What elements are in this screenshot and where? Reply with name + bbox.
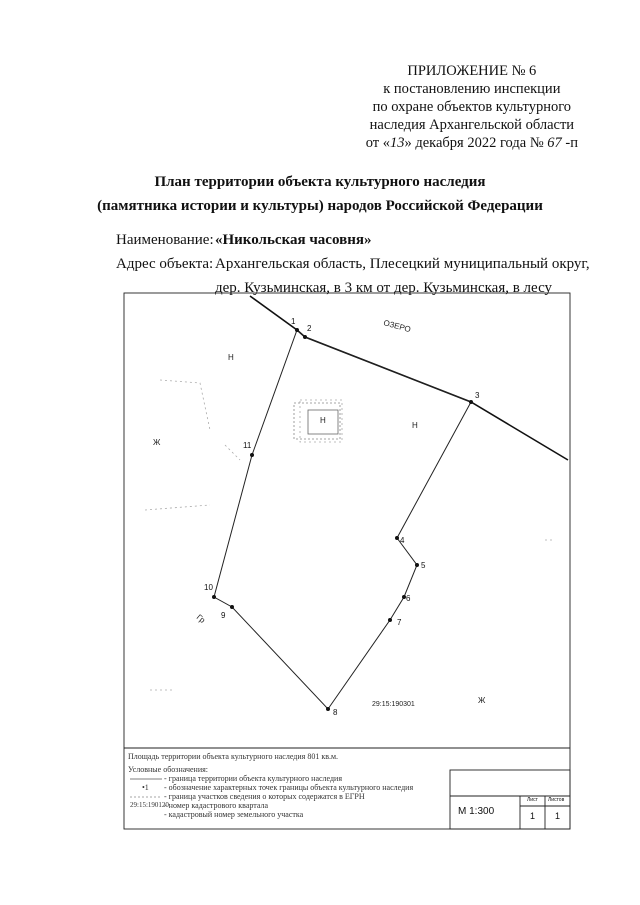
zone-label-zh-1: Ж (153, 438, 161, 447)
appendix-title: ПРИЛОЖЕНИЕ № 6 (407, 63, 537, 79)
point-4-marker (395, 536, 399, 540)
point-label-2: 2 (307, 324, 312, 333)
point-7-marker (388, 618, 392, 622)
legend-heading: Условные обозначения: (128, 765, 209, 774)
address-line-2: дер. Кузьминская, в 3 км от дер. Кузьминская, в лесу (215, 280, 553, 296)
plan-title-line-1: План территории объекта культурного наследия (154, 174, 486, 190)
zone-label-gr: Гр (194, 612, 207, 625)
zone-label-zh-2: Ж (478, 696, 486, 705)
handwritten-number: 67 (547, 135, 562, 151)
address-line-1: Архангельская область, Плесецкий муниципальный округ, (215, 256, 590, 272)
point-10-marker (212, 595, 216, 599)
legend-symbol-4: 29:15:190120 (130, 801, 169, 809)
point-label-3: 3 (475, 391, 480, 400)
legend-item-5: - кадастровый номер земельного участка (164, 810, 304, 819)
appendix-line-4: наследия Архангельской области (369, 117, 575, 133)
cadastral-quarter-label: 29:15:190301 (372, 701, 415, 708)
point-8-marker (326, 707, 330, 711)
point-label-8: 8 (333, 708, 338, 717)
appendix-line-2: к постановлению инспекции (383, 81, 561, 97)
legend-item-1: - граница территории объекта культурного наследия (164, 774, 343, 783)
point-label-10: 10 (204, 583, 213, 592)
address-label: Адрес объекта: (116, 256, 214, 272)
name-label: Наименование: (116, 232, 214, 248)
map-frame (124, 293, 570, 829)
lake-label: ОЗЕРО (382, 318, 412, 335)
handwritten-day: 13 (389, 135, 405, 151)
area-text: Площадь территории объекта культурного наследия 801 кв.м. (128, 752, 339, 761)
legend-item-2: - обозначение характерных точек границы объекта культурного наследия (164, 783, 414, 792)
point-9-marker (230, 605, 234, 609)
sheet-header: Лист (527, 797, 538, 803)
scale-label: М 1:300 (458, 806, 495, 817)
point-label-4: 4 (400, 536, 405, 545)
point-3-marker (469, 400, 473, 404)
point-label-1: 1 (291, 317, 296, 326)
name-value: «Никольская часовня» (215, 232, 372, 248)
point-label-7: 7 (397, 618, 402, 627)
sheets-total: 1 (555, 811, 561, 821)
zone-label-n-2: Н (320, 416, 326, 425)
boundary-points (212, 328, 473, 711)
plan-title-line-2: (памятника истории и культуры) народов Российской Федерации (97, 198, 543, 214)
legend-item-4: - номер кадастрового квартала (164, 801, 269, 810)
zone-label-n-3: Н (412, 421, 418, 430)
point-1-marker (295, 328, 299, 332)
legend-symbol-2: •1 (142, 783, 149, 792)
appendix-date-line: от «13» декабря 2022 года № 67 -п (365, 135, 578, 151)
appendix-line-3: по охране объектов культурного (372, 99, 572, 115)
legend-item-3: - граница участков сведения о которых содержатся в ЕГРН (164, 792, 365, 801)
point-5-marker (415, 563, 419, 567)
point-label-9: 9 (221, 611, 226, 620)
point-label-6: 6 (406, 594, 411, 603)
adjacent-parcels (145, 380, 555, 690)
point-label-11: 11 (243, 441, 252, 450)
sheet-number: 1 (530, 811, 536, 821)
point-label-5: 5 (421, 561, 426, 570)
zone-label-n-1: Н (228, 353, 234, 362)
point-2-marker (303, 335, 307, 339)
point-11-marker (250, 453, 254, 457)
sheets-header: Листов (548, 797, 565, 803)
territory-boundary (214, 330, 471, 709)
